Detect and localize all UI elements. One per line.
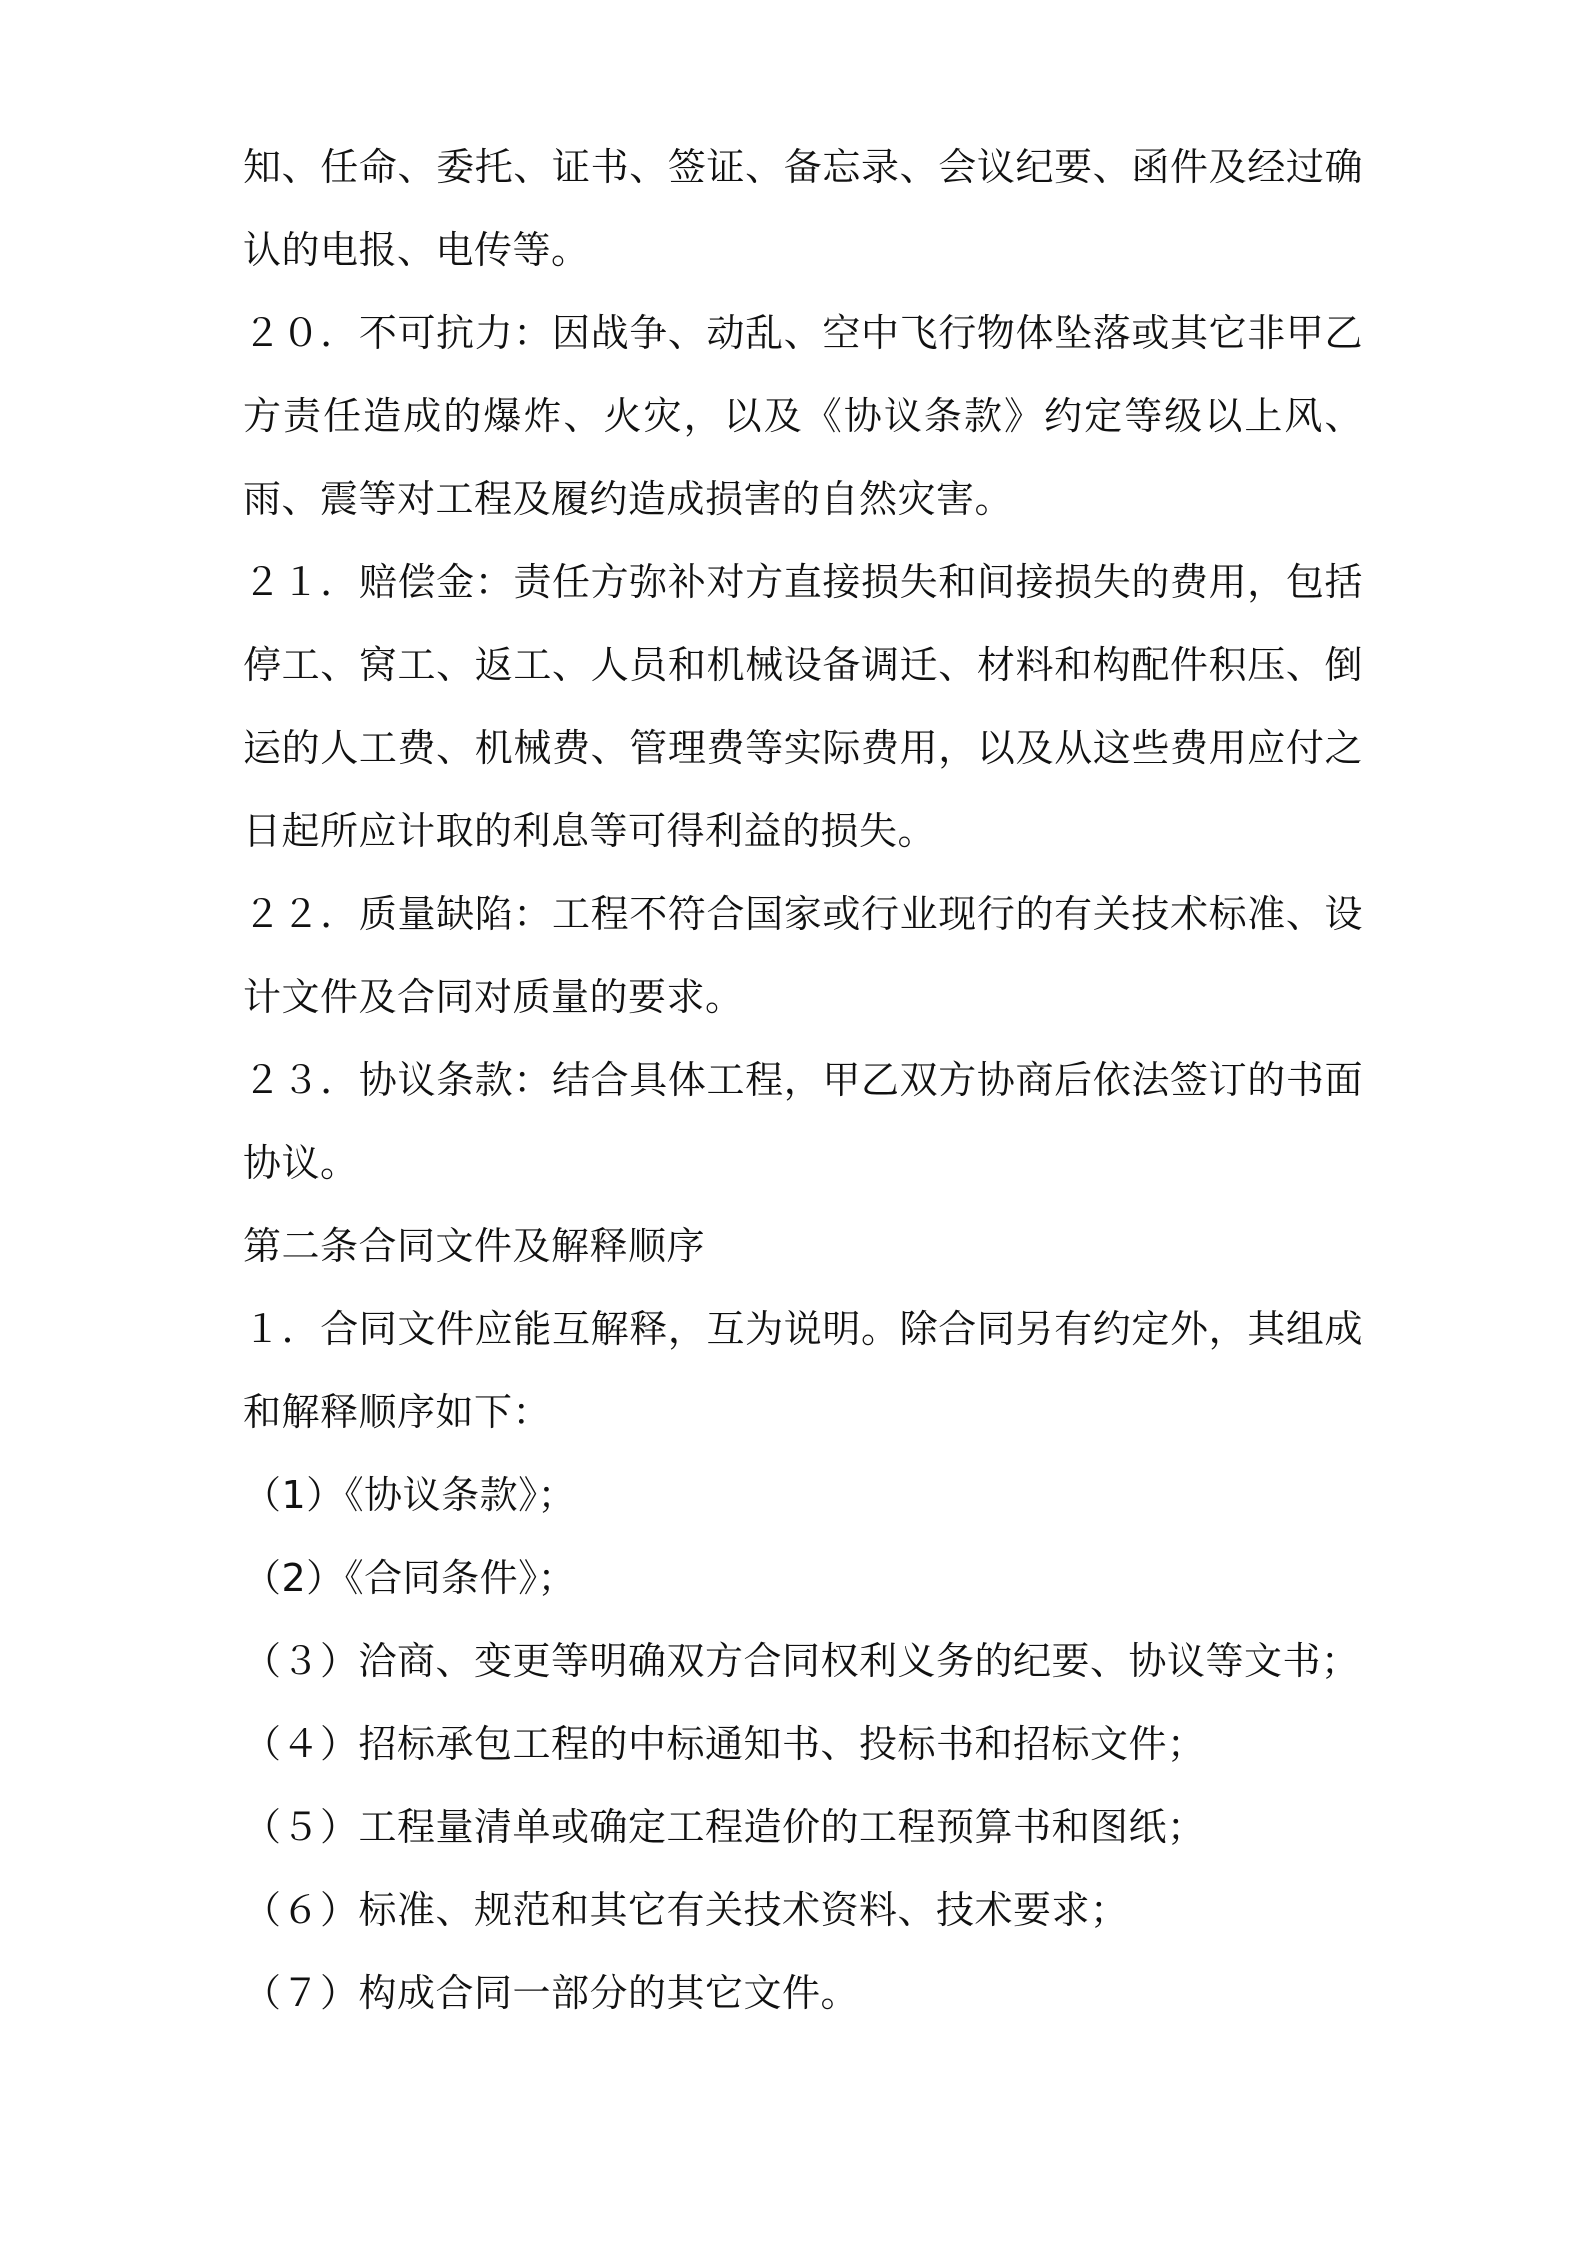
list-item-4: （４）招标承包工程的中标通知书、投标书和招标文件；: [243, 1722, 1206, 1766]
list-item-7: （７）构成合同一部分的其它文件。: [243, 1971, 860, 2015]
section-heading: 第二条合同文件及解释顺序: [243, 1224, 706, 1268]
list-item-5: （５）工程量清单或确定工程造价的工程预算书和图纸；: [243, 1805, 1206, 1849]
list-item-3: （３）洽商、变更等明确双方合同权利义务的纪要、协议等文书；: [243, 1639, 1360, 1683]
paragraph-document-order: １．合同文件应能互解释，互为说明。除合同另有约定外，其组成和解释顺序如下：: [243, 1307, 1363, 1434]
list-item-6: （６）标准、规范和其它有关技术资料、技术要求；: [243, 1888, 1129, 1932]
paragraph-agreement-terms: ２３．协议条款：结合具体工程，甲乙双方协商后依法签订的书面协议。: [243, 1058, 1363, 1185]
list-item-1: （1）《协议条款》；: [243, 1473, 577, 1517]
paragraph-definitions-continued: 知、任命、委托、证书、签证、备忘录、会议纪要、函件及经过确认的电报、电传等。: [243, 145, 1363, 272]
paragraph-force-majeure: ２０．不可抗力：因战争、动乱、空中飞行物体坠落或其它非甲乙方责任造成的爆炸、火灾，以及《协议条款》约定等级以上风、雨、震等对工程及履约造成损害的自然灾害。: [243, 311, 1363, 521]
paragraph-quality-defect: ２２．质量缺陷：工程不符合国家或行业现行的有关技术标准、设计文件及合同对质量的要求。: [243, 892, 1363, 1019]
paragraph-compensation: ２１．赔偿金：责任方弥补对方直接损失和间接损失的费用，包括停工、窝工、返工、人员和机械设备调迁、材料和构配件积压、倒运的人工费、机械费、管理费等实际费用，以及从这些费用应付之日起所应计取的利息等可得利益的损失。: [243, 560, 1363, 853]
list-item-2: （2）《合同条件》；: [243, 1556, 577, 1600]
document-body: [243, 126, 1363, 2035]
